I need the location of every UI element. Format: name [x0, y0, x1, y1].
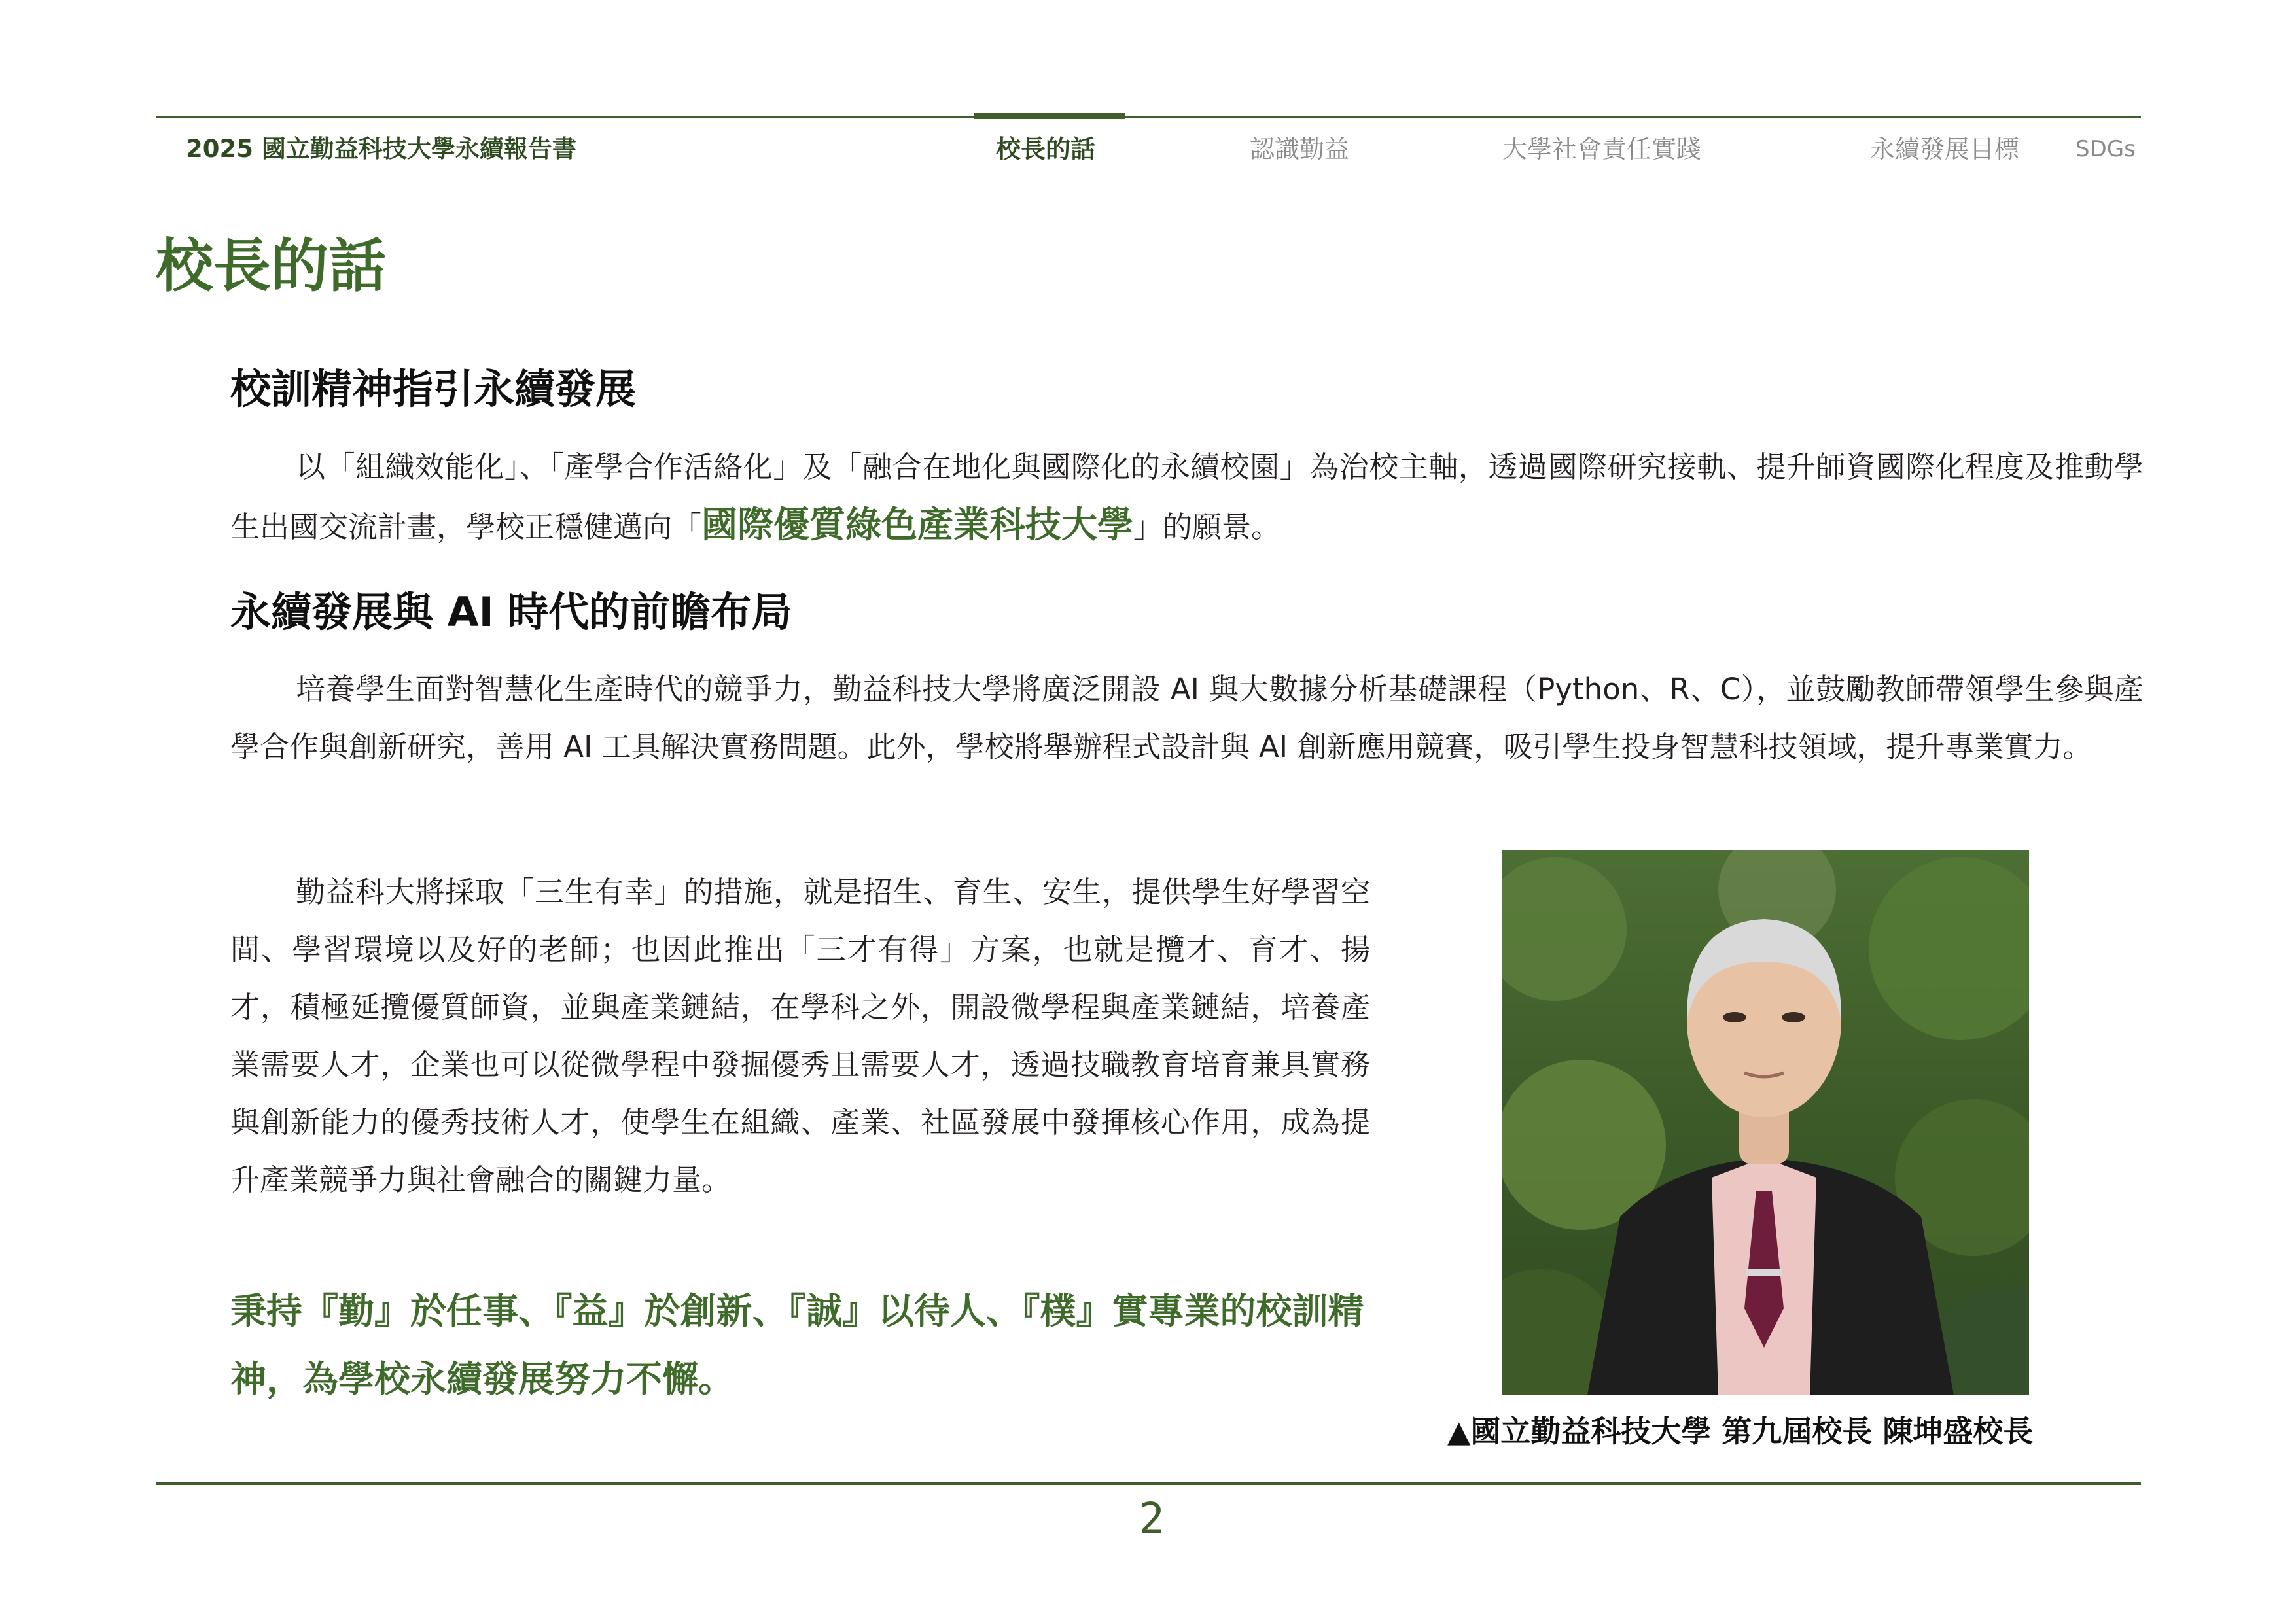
page-title: 校長的話	[156, 232, 387, 300]
section-paragraph-vision	[230, 438, 2144, 556]
paragraph-text: 」的願景。	[1133, 510, 1281, 544]
nav-tab-sdgs[interactable]: SDGs	[2075, 136, 2136, 162]
footer-rule	[156, 1482, 2141, 1485]
closing-statement: 秉持『勤』於任事、『益』於創新、『誠』以待人、『樸』實專業的校訓精神，為學校永續發展努力不懈。	[230, 1290, 1364, 1400]
nav-tab-sustainable-goals[interactable]: 永續發展目標	[1870, 135, 2020, 164]
photo-caption: ▲國立勤益科技大學 第九屆校長 陳坤盛校長	[1447, 1414, 2034, 1449]
paragraph-text: 以「組織效能化」、「產學合作活絡化」及「融合在地化與國際化的永續校園」為治校主軸，透過國際研究接軌、提升師資國際化程度及推動學生出國交流計畫，學校正穩健邁向「	[230, 449, 2144, 544]
section-heading-motto: 校訓精神指引永續發展	[230, 365, 637, 413]
principal-photo	[1502, 850, 2029, 1395]
header-rule	[156, 116, 2141, 118]
vision-highlight: 國際優質綠色產業科技大學	[701, 504, 1134, 546]
nav-tab-about[interactable]: 認識勤益	[1250, 135, 1350, 164]
section-heading-ai: 永續發展與 AI 時代的前瞻布局	[230, 588, 792, 636]
active-tab-indicator	[974, 113, 1125, 119]
report-title: 2025 國立勤益科技大學永續報告書	[186, 135, 576, 163]
nav-tab-usr-practice[interactable]: 大學社會責任實踐	[1502, 135, 1702, 164]
nav-tab-principal-message[interactable]: 校長的話	[996, 135, 1096, 164]
page-number: 2	[1139, 1493, 1165, 1544]
section-paragraph-ai: 培養學生面對智慧化生產時代的競爭力，勤益科技大學將廣泛開設 AI 與大數據分析基礎課程（Python、R、C），並鼓勵教師帶領學生參與產學合作與創新研究，善用 AI 工具解決實務問題。此外，學校將舉辦程式設計與 AI 創新應用競賽，吸引學生投身智慧科技領域，提升專業實力。	[230, 672, 2144, 764]
section-paragraph-talent: 勤益科大將採取「三生有幸」的措施，就是招生、育生、安生，提供學生好學習空間、學習環境以及好的老師；也因此推出「三才有得」方案，也就是攬才、育才、揚才，積極延攬優質師資，並與產業鏈結，在學科之外，開設微學程與產業鏈結，培養產業需要人才，企業也可以從微學程中發掘優秀且需要人才，透過技職教育培育兼具實務與創新能力的優秀技術人才，使學生在組織、產業、社區發展中發揮核心作用，成為提升產業競爭力與社會融合的關鍵力量。	[230, 875, 1370, 1197]
